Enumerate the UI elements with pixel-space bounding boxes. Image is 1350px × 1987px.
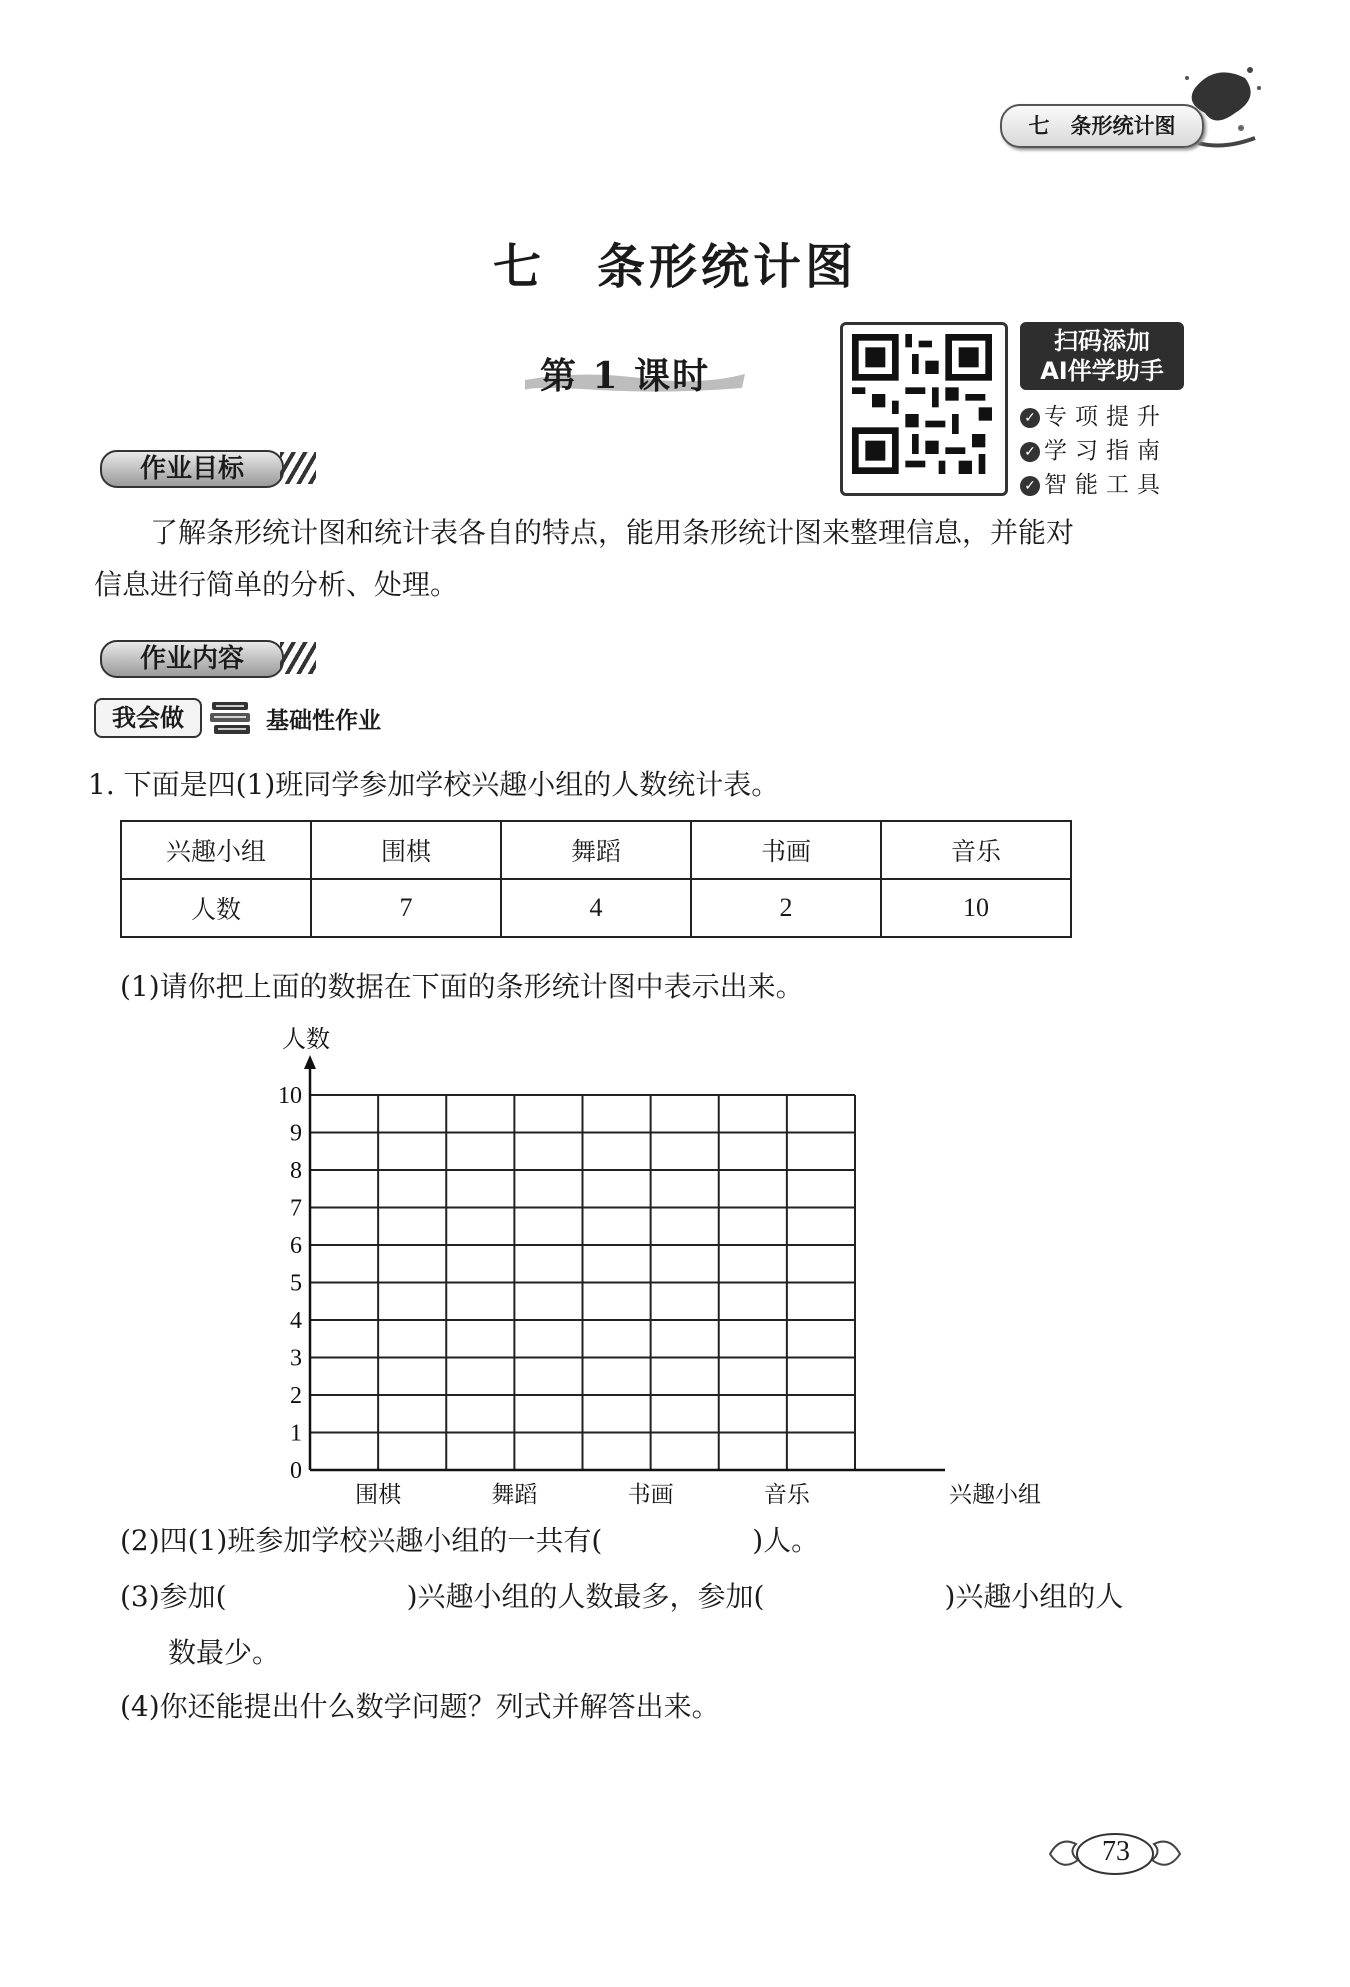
ai-line1: 扫码添加: [1054, 327, 1150, 355]
question1-part3: (3)参加( )兴趣小组的人数最多，参加( )兴趣小组的人: [120, 1580, 1124, 1613]
y-tick-label: 9: [290, 1120, 302, 1147]
question1-part4: (4)你还能提出什么数学问题？列式并解答出来。: [120, 1690, 720, 1723]
books-icon: [208, 698, 254, 738]
y-tick-label: 3: [290, 1345, 302, 1372]
check-icon: ✓: [1020, 408, 1040, 428]
y-tick-label: 4: [290, 1308, 302, 1334]
feature-item: ✓ 专项提升: [1020, 398, 1168, 431]
chapter-title: 七 条形统计图: [492, 239, 857, 295]
lesson-title: 第 1 课时: [540, 355, 711, 397]
goal-text-line1: 了解条形统计图和统计表各自的特点，能用条形统计图来整理信息，并能对: [150, 516, 1075, 549]
table-row: [121, 879, 1071, 937]
i-can-do-badge: 我会做: [94, 698, 202, 738]
table-header-cell: 舞蹈: [501, 821, 691, 879]
table-header-cell: 书画: [691, 821, 881, 879]
feature-item: ✓ 学习指南: [1020, 432, 1168, 465]
x-axis-label: 兴趣小组: [949, 1482, 1041, 1508]
feature-item: ✓ 智能工具: [1020, 466, 1168, 499]
check-icon: ✓: [1020, 476, 1040, 496]
table-cell: 2: [691, 879, 881, 937]
section-label-content: [94, 636, 304, 678]
table-header-cell: 兴趣小组: [121, 821, 311, 879]
table-cell: 4: [501, 879, 691, 937]
y-axis-arrow-icon: [304, 1055, 316, 1069]
table-cell: 人数: [121, 879, 311, 937]
page-number: 73: [1102, 1836, 1130, 1867]
section-label-text: 作业内容: [100, 640, 284, 678]
ai-assistant-badge[interactable]: [1020, 322, 1184, 390]
table-row: [121, 821, 1071, 879]
y-tick-label: 6: [290, 1233, 302, 1259]
section-label-goal: [94, 446, 304, 488]
stripes-decoration: [280, 452, 316, 484]
section-label-text: 作业目标: [100, 450, 284, 488]
x-tick-label: 舞蹈: [491, 1482, 538, 1508]
basic-homework-label: 基础性作业: [266, 708, 381, 734]
table-cell: 10: [881, 879, 1071, 937]
table-header-cell: 围棋: [311, 821, 501, 879]
y-tick-label: 1: [290, 1420, 302, 1447]
table-cell: 7: [311, 879, 501, 937]
x-tick-label: 书画: [627, 1482, 674, 1508]
y-tick-label: 5: [290, 1270, 302, 1297]
chapter-header-tab: 七 条形统计图: [1000, 104, 1204, 148]
question1-part2: (2)四(1)班参加学校兴趣小组的一共有( )人。: [120, 1524, 820, 1557]
x-tick-label: 音乐: [763, 1482, 810, 1508]
question1-part3-cont: 数最少。: [168, 1636, 281, 1669]
ai-line2: AI伴学助手: [1040, 357, 1164, 385]
interest-group-table: [120, 820, 1072, 938]
y-tick-label: 10: [278, 1083, 302, 1109]
check-icon: ✓: [1020, 442, 1040, 462]
bar-chart-grid[interactable]: [260, 1020, 1041, 1520]
table-header-cell: 音乐: [881, 821, 1071, 879]
y-axis-label: 人数: [282, 1025, 330, 1053]
stripes-decoration: [280, 642, 316, 674]
x-tick-label: 围棋: [355, 1482, 402, 1508]
question1-part1: (1)请你把上面的数据在下面的条形统计图中表示出来。: [120, 970, 804, 1003]
y-tick-label: 8: [290, 1158, 302, 1184]
qr-code-icon[interactable]: [852, 334, 992, 474]
question1-stem: 1. 下面是四(1)班同学参加学校兴趣小组的人数统计表。: [88, 768, 780, 801]
y-tick-label: 2: [290, 1383, 302, 1409]
y-tick-label: 7: [290, 1195, 302, 1222]
goal-text-line2: 信息进行简单的分析、处理。: [94, 568, 459, 601]
y-tick-label: 0: [290, 1458, 302, 1484]
